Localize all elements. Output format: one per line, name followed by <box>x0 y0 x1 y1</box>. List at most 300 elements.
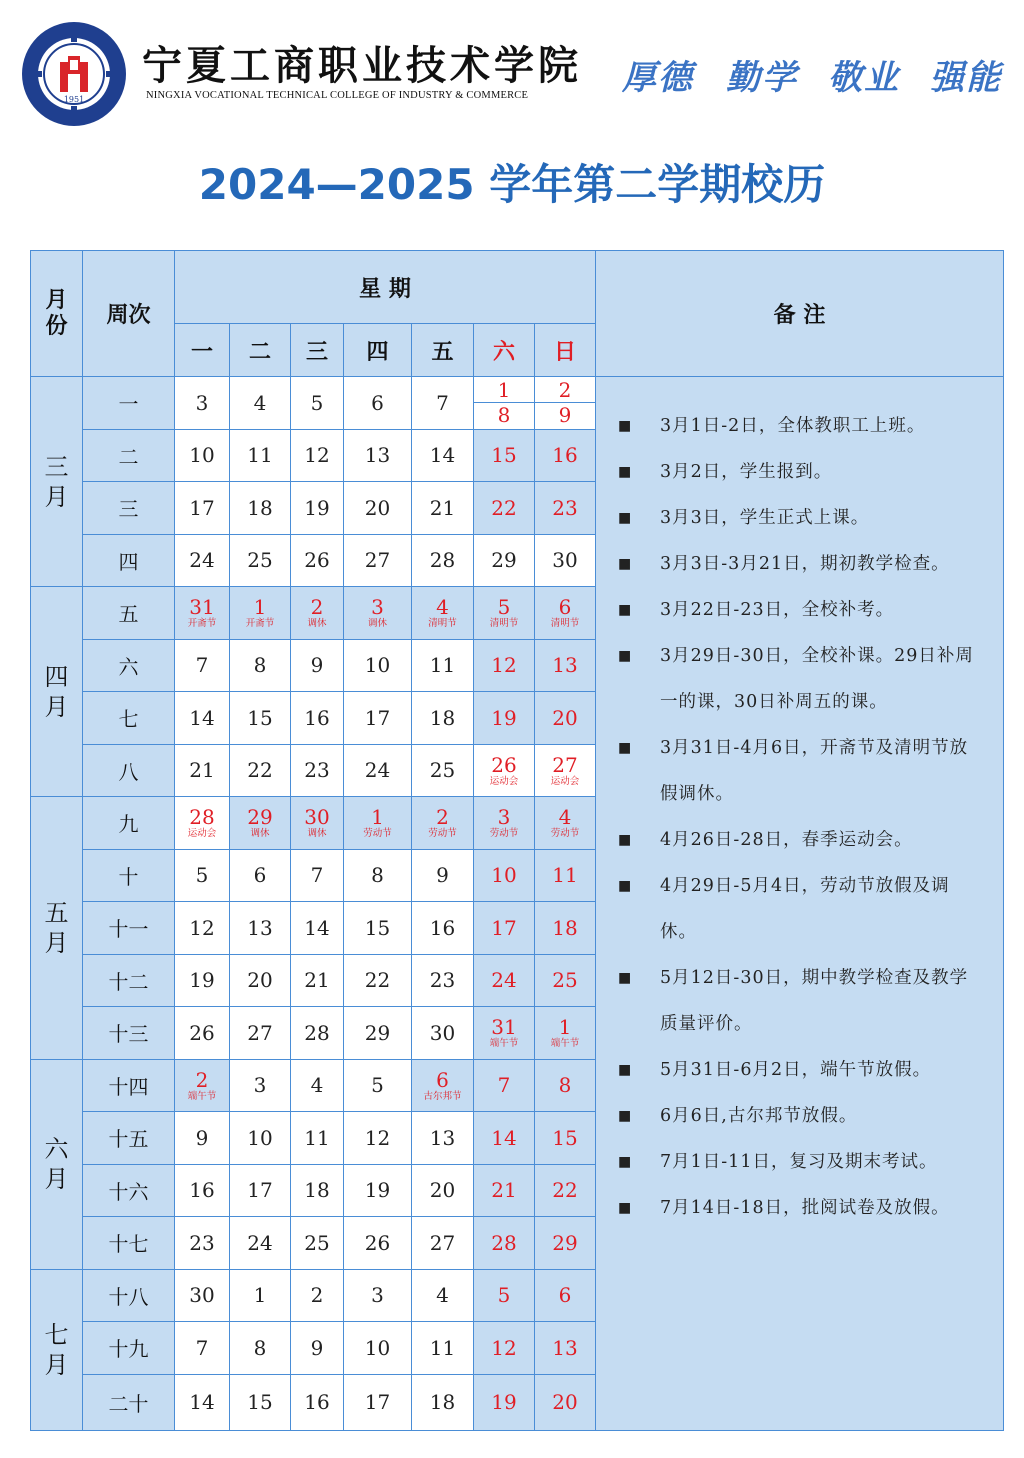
day-number: 2 <box>535 378 595 403</box>
day-number: 26 <box>491 752 517 777</box>
day-event-label: 运动会 <box>187 828 217 840</box>
day-cell <box>412 1269 474 1322</box>
day-number: 25 <box>552 968 578 993</box>
day-number: 5 <box>497 1283 511 1308</box>
day-content <box>291 1179 343 1201</box>
day-event-label: 劳动节 <box>428 828 457 840</box>
day-number: 21 <box>304 968 330 993</box>
week-number: 十八 <box>83 1269 175 1322</box>
day-content <box>291 444 343 466</box>
day-content <box>230 1074 290 1096</box>
month-cell <box>31 1059 83 1269</box>
bullet-icon: ■ <box>618 648 633 664</box>
day-cell <box>344 1217 412 1270</box>
day-content <box>175 1391 229 1413</box>
day-cell <box>474 1059 535 1112</box>
bullet-icon: ■ <box>618 832 633 848</box>
day-event-label: 劳动节 <box>489 828 519 840</box>
day-cell <box>344 902 412 955</box>
day-cell <box>344 1374 412 1430</box>
day-cell <box>175 534 230 587</box>
day-content <box>412 707 473 729</box>
day-number: 21 <box>429 495 456 520</box>
day-content <box>175 969 229 991</box>
day-cell <box>535 902 596 955</box>
day-cell <box>412 1217 474 1270</box>
day-number: 17 <box>189 495 215 520</box>
day-cell <box>535 639 596 692</box>
weekday-header: 四 <box>344 324 412 377</box>
week-number: 二十 <box>83 1374 175 1430</box>
day-number: 15 <box>552 1125 578 1150</box>
note-item <box>618 1185 983 1231</box>
day-cell <box>474 377 535 430</box>
day-cell <box>175 639 230 692</box>
day-number: 13 <box>247 915 273 940</box>
bullet-icon: ■ <box>618 418 633 434</box>
day-number: 2 <box>310 595 324 620</box>
day-content <box>230 1022 290 1044</box>
day-content <box>535 917 595 939</box>
day-cell <box>412 954 474 1007</box>
note-text: 3月2日，学生报到。 <box>660 462 833 482</box>
day-number: 18 <box>304 1178 330 1203</box>
day-content <box>230 596 290 629</box>
day-cell <box>291 639 344 692</box>
day-number: 17 <box>364 1390 391 1414</box>
day-number: 4 <box>558 805 572 830</box>
day-content <box>344 806 411 839</box>
day-number: 5 <box>310 390 324 415</box>
day-cell <box>344 1322 412 1375</box>
day-number: 1 <box>253 595 267 620</box>
day-cell <box>535 692 596 745</box>
day-number: 24 <box>491 968 517 993</box>
day-content <box>230 444 290 466</box>
day-number: 3 <box>371 1283 384 1308</box>
week-number: 十七 <box>83 1217 175 1270</box>
day-content <box>344 497 411 519</box>
day-number: 23 <box>552 495 578 520</box>
day-event-label: 调休 <box>250 828 270 840</box>
day-number: 1 <box>371 805 384 830</box>
day-cell <box>230 377 291 430</box>
day-cell <box>535 1164 596 1217</box>
school-name: 宁夏工商职业技术学院 <box>142 42 582 89</box>
day-cell <box>535 1374 596 1430</box>
day-event-label: 调休 <box>307 828 327 840</box>
day-cell <box>474 744 535 797</box>
day-number: 11 <box>247 443 273 468</box>
day-number: 1 <box>253 1283 267 1308</box>
day-event-label: 调休 <box>367 618 387 630</box>
day-event-label: 劳动节 <box>363 828 392 840</box>
day-content <box>535 754 595 787</box>
day-content <box>230 759 290 781</box>
day-content <box>175 806 229 839</box>
note-text: 7月14日-18日，批阅试卷及放假。 <box>660 1198 950 1218</box>
note-text: 3月1日-2日，全体教职工上班。 <box>660 416 926 436</box>
split-day-cell <box>535 378 595 427</box>
calendar-week-row <box>31 377 1004 430</box>
motto-word-3: 敬业 <box>828 58 900 98</box>
day-number: 11 <box>304 1125 330 1150</box>
day-content <box>344 1074 411 1096</box>
day-cell <box>230 849 291 902</box>
day-number: 5 <box>195 863 209 888</box>
day-cell <box>344 954 412 1007</box>
day-content <box>175 549 229 571</box>
day-content <box>230 917 290 939</box>
day-cell <box>344 744 412 797</box>
motto-word-2: 勤学 <box>726 58 798 98</box>
day-cell <box>412 377 474 430</box>
day-content <box>230 1284 290 1306</box>
day-number: 17 <box>247 1178 273 1203</box>
day-content <box>230 1179 290 1201</box>
day-number: 28 <box>304 1020 330 1045</box>
note-text: 3月31日-4月6日，开斋节及清明节放假调休。 <box>660 738 969 804</box>
day-number: 4 <box>310 1073 324 1098</box>
day-number: 11 <box>552 863 578 888</box>
note-text: 5月12日-30日，期中教学检查及教学质量评价。 <box>660 968 969 1034</box>
day-number: 4 <box>436 1283 449 1308</box>
day-cell <box>175 954 230 1007</box>
day-number: 31 <box>189 595 215 620</box>
day-content <box>344 1127 411 1149</box>
day-number: 17 <box>364 705 391 730</box>
day-number: 11 <box>429 1335 456 1360</box>
day-cell <box>412 1164 474 1217</box>
day-cell <box>474 1164 535 1217</box>
week-number: 四 <box>83 534 175 587</box>
day-content <box>175 917 229 939</box>
day-number: 8 <box>371 863 384 888</box>
day-event-label: 清明节 <box>428 618 457 630</box>
week-number: 七 <box>83 692 175 745</box>
day-content <box>175 596 229 629</box>
week-number: 六 <box>83 639 175 692</box>
day-cell <box>291 377 344 430</box>
day-cell <box>412 902 474 955</box>
week-number: 十二 <box>83 954 175 1007</box>
day-number: 29 <box>552 1230 578 1255</box>
day-cell <box>535 1007 596 1060</box>
day-content <box>412 392 473 414</box>
day-cell <box>474 797 535 850</box>
day-number: 8 <box>558 1073 572 1098</box>
day-cell <box>344 482 412 535</box>
weekday-header: 二 <box>230 324 291 377</box>
notes-cell <box>596 377 1004 1431</box>
day-number: 5 <box>497 595 511 620</box>
day-number: 11 <box>429 653 456 678</box>
day-number: 3 <box>195 390 209 415</box>
day-cell <box>474 1217 535 1270</box>
day-cell <box>474 954 535 1007</box>
day-number: 2 <box>436 805 449 830</box>
weekday-header: 五 <box>412 324 474 377</box>
day-number: 3 <box>371 595 384 620</box>
week-number: 十一 <box>83 902 175 955</box>
note-text: 6月6日,古尔邦节放假。 <box>660 1106 858 1126</box>
day-cell <box>291 902 344 955</box>
day-cell <box>474 534 535 587</box>
day-content <box>291 806 343 839</box>
day-number: 19 <box>491 705 517 730</box>
day-number: 30 <box>304 805 330 830</box>
day-content <box>175 1284 229 1306</box>
day-cell <box>175 1322 230 1375</box>
day-number: 14 <box>189 1390 215 1414</box>
note-item <box>618 633 983 725</box>
day-cell <box>535 1269 596 1322</box>
day-content <box>175 654 229 676</box>
day-cell <box>535 482 596 535</box>
day-number: 10 <box>364 653 391 678</box>
day-cell <box>175 1217 230 1270</box>
day-number: 10 <box>189 443 215 468</box>
day-cell <box>344 429 412 482</box>
day-cell <box>535 587 596 640</box>
day-number: 15 <box>247 1390 273 1414</box>
notes-list <box>596 377 1003 1231</box>
day-cell <box>230 1112 291 1165</box>
day-event-label: 开斋节 <box>245 618 275 630</box>
day-content <box>230 392 290 414</box>
day-number: 20 <box>552 705 578 730</box>
day-cell <box>344 692 412 745</box>
day-content <box>344 1391 411 1413</box>
day-content <box>344 596 411 629</box>
day-content <box>474 549 534 571</box>
day-content <box>535 1391 595 1413</box>
day-number: 8 <box>253 1335 267 1360</box>
note-text: 5月31日-6月2日，端午节放假。 <box>660 1060 932 1080</box>
day-content <box>474 1232 534 1254</box>
day-content <box>412 1232 473 1254</box>
day-number: 9 <box>310 1335 324 1360</box>
day-number: 9 <box>436 863 449 888</box>
month-label: 四月 <box>44 662 69 721</box>
day-number: 10 <box>491 863 517 888</box>
day-content <box>291 1232 343 1254</box>
note-item <box>618 955 983 1047</box>
day-number: 4 <box>436 595 449 620</box>
day-number: 3 <box>497 805 511 830</box>
day-cell <box>291 1059 344 1112</box>
day-content <box>412 1337 473 1359</box>
day-event-label: 调休 <box>307 618 327 630</box>
day-cell <box>474 1112 535 1165</box>
day-content <box>344 1022 411 1044</box>
day-cell <box>230 744 291 797</box>
day-content <box>412 1022 473 1044</box>
school-name-en: NINGXIA VOCATIONAL TECHNICAL COLLEGE OF INDUSTRY & COMMERCE <box>146 90 529 101</box>
day-number: 7 <box>310 863 324 888</box>
day-cell <box>291 1269 344 1322</box>
day-cell <box>230 902 291 955</box>
day-content <box>230 707 290 729</box>
day-content <box>535 864 595 886</box>
day-cell <box>535 744 596 797</box>
day-number: 10 <box>247 1125 273 1150</box>
note-item <box>618 541 983 587</box>
day-number: 8 <box>253 653 267 678</box>
day-cell <box>412 692 474 745</box>
day-number: 20 <box>552 1390 578 1414</box>
day-number: 14 <box>304 915 330 940</box>
bullet-icon: ■ <box>618 1108 633 1124</box>
bullet-icon: ■ <box>618 1200 633 1216</box>
day-cell <box>412 1007 474 1060</box>
day-content <box>412 1391 473 1413</box>
day-content <box>291 1022 343 1044</box>
day-cell <box>230 587 291 640</box>
day-number: 12 <box>491 1335 517 1360</box>
day-event-label: 运动会 <box>550 775 580 787</box>
day-content <box>535 1232 595 1254</box>
day-content <box>175 497 229 519</box>
day-content <box>230 497 290 519</box>
day-number: 20 <box>364 495 391 520</box>
day-cell <box>291 954 344 1007</box>
day-cell <box>412 534 474 587</box>
day-cell <box>344 1007 412 1060</box>
day-content <box>175 864 229 886</box>
day-number: 28 <box>429 548 456 573</box>
day-cell <box>535 534 596 587</box>
day-content <box>474 707 534 729</box>
day-event-label: 端午节 <box>187 1090 217 1102</box>
day-number: 6 <box>253 863 267 888</box>
weekday-header: 日 <box>535 324 596 377</box>
day-cell <box>535 377 596 430</box>
note-item <box>618 403 983 449</box>
day-cell <box>175 482 230 535</box>
day-content <box>344 392 411 414</box>
day-number: 13 <box>429 1125 456 1150</box>
day-content <box>230 969 290 991</box>
day-number: 20 <box>247 968 273 993</box>
day-content <box>230 549 290 571</box>
day-number: 17 <box>491 915 517 940</box>
day-content <box>291 654 343 676</box>
note-text: 4月26日-28日，春季运动会。 <box>660 830 913 850</box>
day-content <box>535 1074 595 1096</box>
day-content <box>291 596 343 629</box>
day-cell <box>412 1322 474 1375</box>
day-number: 21 <box>491 1178 517 1203</box>
day-content <box>291 1074 343 1096</box>
day-number: 13 <box>552 1335 578 1360</box>
day-cell <box>412 849 474 902</box>
weekday-header: 三 <box>291 324 344 377</box>
day-number: 27 <box>247 1020 273 1045</box>
day-number: 22 <box>552 1178 578 1203</box>
week-number: 十 <box>83 849 175 902</box>
day-cell <box>474 849 535 902</box>
day-content <box>412 596 473 629</box>
day-content <box>175 1069 229 1102</box>
bullet-icon: ■ <box>618 970 633 986</box>
note-item <box>618 449 983 495</box>
day-number: 30 <box>189 1283 215 1308</box>
month-label: 三月 <box>44 452 69 511</box>
day-number: 19 <box>304 495 330 520</box>
week-number: 一 <box>83 377 175 430</box>
day-number: 16 <box>304 1390 330 1414</box>
month-cell <box>31 587 83 797</box>
day-cell <box>474 639 535 692</box>
day-cell <box>230 482 291 535</box>
day-number: 22 <box>491 495 517 520</box>
month-label: 七月 <box>44 1320 69 1379</box>
day-content <box>474 497 534 519</box>
day-number: 18 <box>247 495 273 520</box>
day-number: 25 <box>429 758 456 783</box>
day-cell <box>344 1269 412 1322</box>
day-number: 2 <box>310 1283 324 1308</box>
day-content <box>344 1284 411 1306</box>
day-number: 14 <box>491 1125 517 1150</box>
day-number: 24 <box>189 548 215 573</box>
day-content <box>412 1284 473 1306</box>
bullet-icon: ■ <box>618 556 633 572</box>
day-content <box>535 596 595 629</box>
day-cell <box>344 639 412 692</box>
day-cell <box>175 1269 230 1322</box>
day-content <box>175 1337 229 1359</box>
day-number: 24 <box>247 1230 273 1255</box>
day-number: 27 <box>552 752 578 777</box>
day-cell <box>474 1007 535 1060</box>
day-number: 27 <box>364 548 391 573</box>
day-number: 15 <box>247 705 273 730</box>
day-content <box>412 806 473 839</box>
day-content <box>412 549 473 571</box>
day-cell <box>175 1112 230 1165</box>
day-content <box>474 864 534 886</box>
day-content <box>175 1022 229 1044</box>
day-content <box>535 969 595 991</box>
day-cell <box>175 1059 230 1112</box>
day-number: 20 <box>429 1178 456 1203</box>
day-cell <box>474 1374 535 1430</box>
day-cell <box>474 692 535 745</box>
day-cell <box>291 1112 344 1165</box>
day-number: 12 <box>189 915 215 940</box>
school-logo <box>22 22 126 126</box>
day-content <box>230 1127 290 1149</box>
day-cell <box>412 797 474 850</box>
day-number: 22 <box>364 968 391 993</box>
day-cell <box>175 692 230 745</box>
day-number: 29 <box>247 805 273 830</box>
day-cell <box>535 849 596 902</box>
month-label: 五月 <box>44 898 69 957</box>
day-cell <box>474 1269 535 1322</box>
day-number: 10 <box>364 1335 391 1360</box>
day-content <box>291 392 343 414</box>
day-content <box>344 1337 411 1359</box>
school-calendar-table <box>30 250 1004 1431</box>
month-label: 六月 <box>44 1135 69 1193</box>
day-content <box>344 864 411 886</box>
day-cell <box>535 429 596 482</box>
day-cell <box>412 587 474 640</box>
day-number: 25 <box>247 548 273 573</box>
